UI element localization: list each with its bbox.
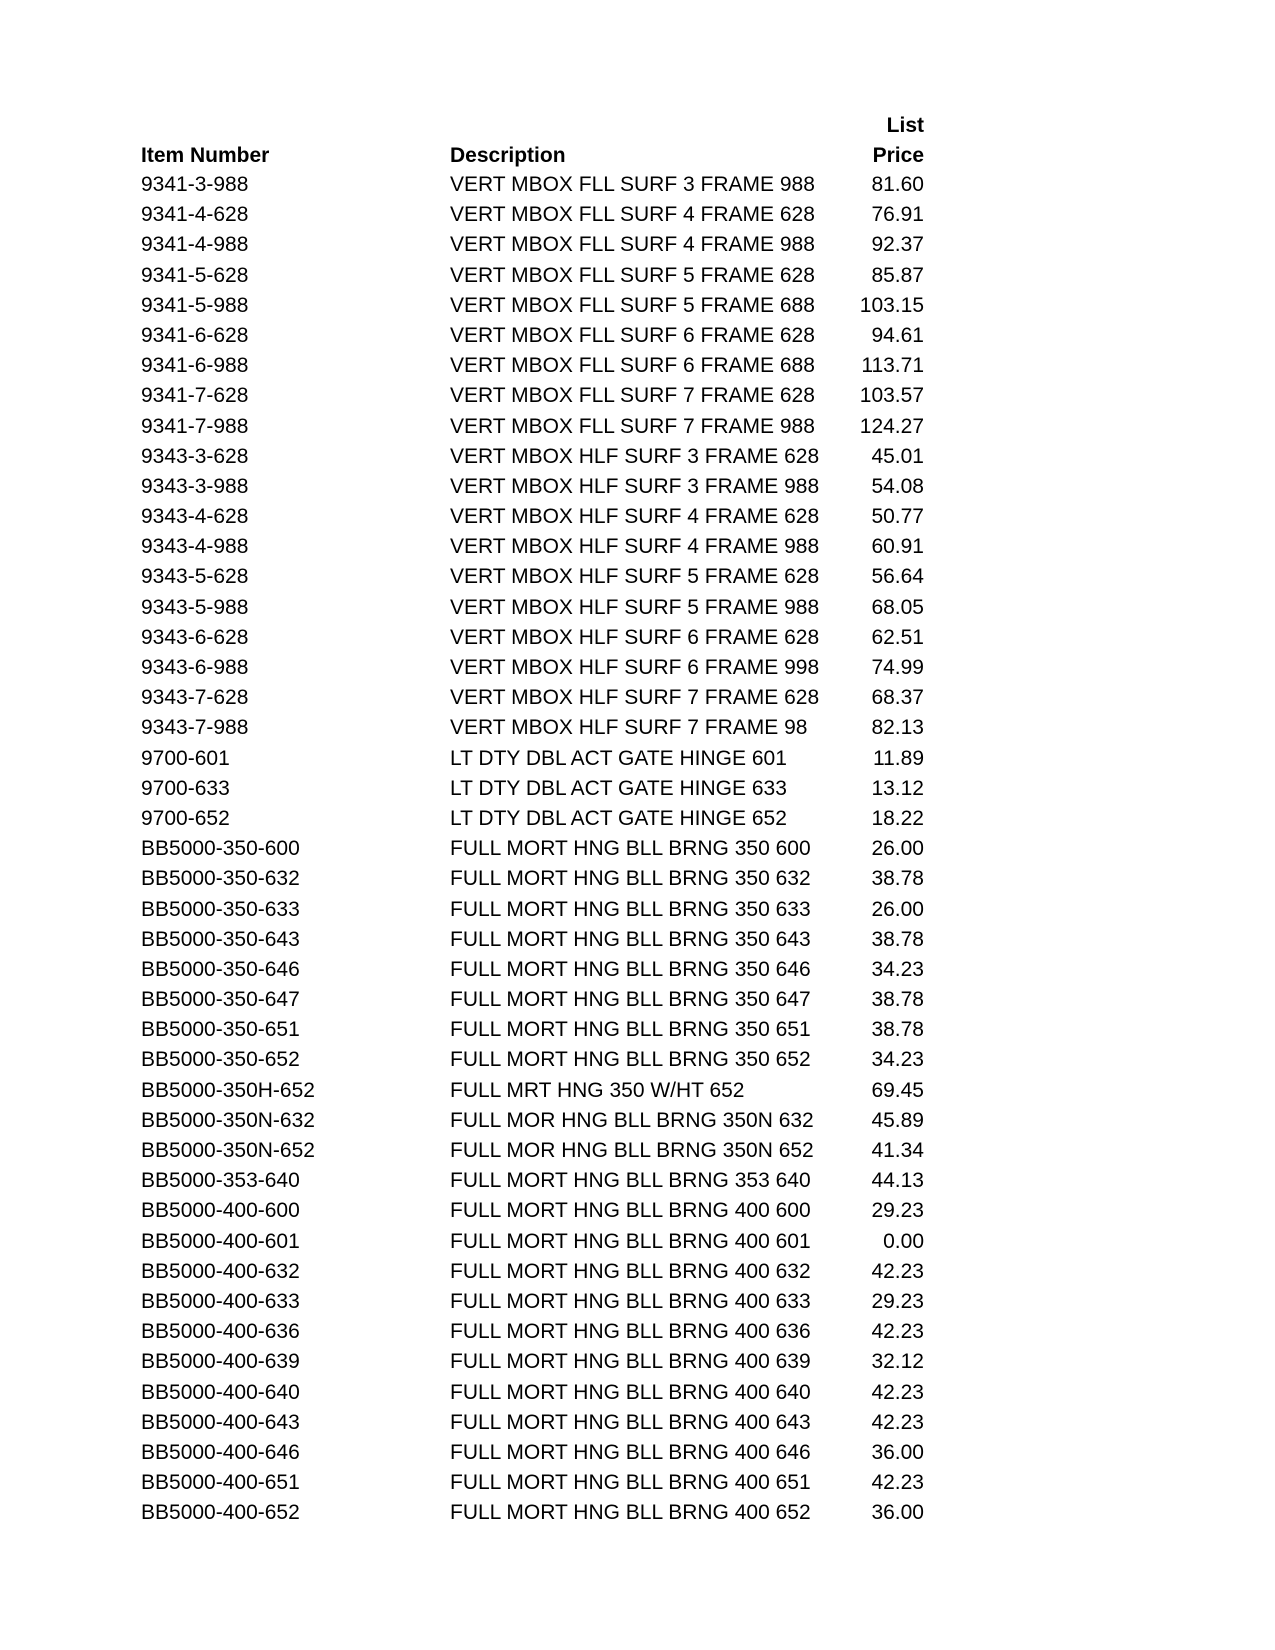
item-number-cell: 9700-601 <box>141 746 230 770</box>
item-number-cell: BB5000-350-652 <box>141 1048 300 1072</box>
item-number-cell: 9341-3-988 <box>141 173 249 196</box>
table-row <box>0 564 1275 594</box>
list-price-cell: 92.37 <box>871 233 924 257</box>
item-number-cell: BB5000-350-647 <box>141 988 300 1012</box>
description-cell: FULL MORT HNG BLL BRNG 400 643 <box>450 1410 811 1434</box>
list-price-cell: 81.60 <box>871 173 924 196</box>
table-row <box>0 1198 1275 1228</box>
item-number-cell: BB5000-400-643 <box>141 1410 300 1434</box>
item-number-cell: 9341-7-988 <box>141 414 249 438</box>
description-cell: FULL MORT HNG BLL BRNG 400 640 <box>450 1380 811 1404</box>
description-cell: FULL MORT HNG BLL BRNG 353 640 <box>450 1169 811 1193</box>
item-number-cell: BB5000-400-633 <box>141 1289 300 1313</box>
description-cell: FULL MORT HNG BLL BRNG 350 633 <box>450 897 811 921</box>
item-number-cell: 9343-6-628 <box>141 625 249 649</box>
description-cell: FULL MORT HNG BLL BRNG 400 633 <box>450 1289 811 1313</box>
list-price-cell: 69.45 <box>871 1078 924 1102</box>
description-cell: LT DTY DBL ACT GATE HINGE 652 <box>450 806 787 830</box>
description-cell: VERT MBOX FLL SURF 7 FRAME 988 <box>450 414 815 438</box>
table-row <box>0 1138 1275 1168</box>
column-header-row <box>0 143 1275 169</box>
item-number-cell: BB5000-400-646 <box>141 1440 300 1464</box>
description-cell: FULL MORT HNG BLL BRNG 400 646 <box>450 1440 811 1464</box>
table-row <box>0 776 1275 806</box>
list-price-cell: 45.89 <box>871 1108 924 1132</box>
item-number-cell: BB5000-350H-652 <box>141 1078 315 1102</box>
list-price-header-line2: Price <box>872 144 924 167</box>
item-number-cell: 9343-5-988 <box>141 595 249 619</box>
description-header: Description <box>450 144 566 167</box>
list-price-cell: 62.51 <box>871 625 924 649</box>
list-price-cell: 36.00 <box>871 1440 924 1464</box>
description-cell: VERT MBOX FLL SURF 4 FRAME 988 <box>450 233 815 257</box>
description-cell: VERT MBOX FLL SURF 4 FRAME 628 <box>450 203 815 227</box>
item-number-cell: BB5000-353-640 <box>141 1169 300 1193</box>
table-row <box>0 263 1275 293</box>
table-row <box>0 715 1275 745</box>
list-price-cell: 34.23 <box>871 957 924 981</box>
item-number-cell: 9341-5-628 <box>141 263 249 287</box>
table-row <box>0 595 1275 625</box>
list-price-cell: 34.23 <box>871 1048 924 1072</box>
description-cell: FULL MRT HNG 350 W/HT 652 <box>450 1078 745 1102</box>
table-row <box>0 897 1275 927</box>
table-row <box>0 1410 1275 1440</box>
list-price-cell: 41.34 <box>871 1139 924 1162</box>
description-cell: FULL MORT HNG BLL BRNG 350 651 <box>450 1018 811 1042</box>
table-row <box>0 232 1275 262</box>
item-number-cell: 9341-7-628 <box>141 384 249 408</box>
table-row <box>0 1047 1275 1077</box>
table-row <box>0 293 1275 323</box>
list-price-cell: 68.05 <box>871 595 924 619</box>
list-price-cell: 38.78 <box>871 988 924 1012</box>
list-price-cell: 124.27 <box>859 414 924 438</box>
description-cell: FULL MOR HNG BLL BRNG 350N 652 <box>450 1139 814 1162</box>
description-cell: FULL MORT HNG BLL BRNG 400 601 <box>450 1229 811 1253</box>
item-number-cell: 9343-7-628 <box>141 686 249 710</box>
list-price-cell: 103.15 <box>859 293 924 317</box>
table-row <box>0 172 1275 202</box>
description-cell: VERT MBOX FLL SURF 7 FRAME 628 <box>450 384 815 408</box>
item-number-cell: 9343-4-988 <box>141 535 249 559</box>
item-number-cell: BB5000-400-632 <box>141 1259 300 1283</box>
item-number-cell: BB5000-400-636 <box>141 1320 300 1344</box>
list-price-cell: 113.71 <box>861 354 924 378</box>
item-number-cell: BB5000-350-643 <box>141 927 300 951</box>
description-cell: VERT MBOX FLL SURF 3 FRAME 988 <box>450 173 815 196</box>
description-cell: FULL MORT HNG BLL BRNG 350 652 <box>450 1048 811 1072</box>
description-cell: VERT MBOX FLL SURF 6 FRAME 688 <box>450 354 815 378</box>
item-number-cell: 9700-633 <box>141 776 230 800</box>
item-number-cell: BB5000-400-652 <box>141 1501 300 1525</box>
table-row <box>0 414 1275 444</box>
table-row <box>0 1440 1275 1470</box>
description-cell: FULL MORT HNG BLL BRNG 400 651 <box>450 1471 811 1495</box>
description-cell: VERT MBOX HLF SURF 5 FRAME 988 <box>450 595 820 619</box>
item-number-cell: 9341-4-988 <box>141 233 249 257</box>
description-cell: VERT MBOX HLF SURF 3 FRAME 628 <box>450 444 820 468</box>
list-price-cell: 50.77 <box>871 505 924 529</box>
list-price-cell: 38.78 <box>871 1018 924 1042</box>
description-cell: FULL MORT HNG BLL BRNG 350 646 <box>450 957 811 981</box>
item-number-cell: 9343-7-988 <box>141 716 249 740</box>
table-row <box>0 504 1275 534</box>
table-row <box>0 1289 1275 1319</box>
list-price-cell: 68.37 <box>871 686 924 710</box>
item-number-cell: 9341-6-988 <box>141 354 249 378</box>
table-row <box>0 625 1275 655</box>
item-number-cell: 9343-3-988 <box>141 474 249 498</box>
description-cell: FULL MORT HNG BLL BRNG 350 643 <box>450 927 811 951</box>
description-cell: FULL MORT HNG BLL BRNG 350 632 <box>450 867 811 891</box>
list-price-cell: 44.13 <box>871 1169 924 1193</box>
table-row <box>0 444 1275 474</box>
list-price-header-line1: List <box>886 114 924 137</box>
list-price-cell: 26.00 <box>871 897 924 921</box>
price-table-body <box>0 172 1275 1530</box>
description-cell: FULL MOR HNG BLL BRNG 350N 632 <box>450 1108 814 1132</box>
description-cell: VERT MBOX HLF SURF 4 FRAME 988 <box>450 535 820 559</box>
list-price-cell: 42.23 <box>871 1259 924 1283</box>
description-cell: LT DTY DBL ACT GATE HINGE 601 <box>450 746 787 770</box>
item-number-cell: 9700-652 <box>141 806 230 830</box>
table-row <box>0 1259 1275 1289</box>
table-row <box>0 927 1275 957</box>
description-cell: FULL MORT HNG BLL BRNG 400 636 <box>450 1320 811 1344</box>
list-price-cell: 11.89 <box>873 746 924 770</box>
table-row <box>0 1319 1275 1349</box>
table-row <box>0 1078 1275 1108</box>
description-cell: FULL MORT HNG BLL BRNG 350 600 <box>450 837 811 861</box>
item-number-cell: BB5000-400-651 <box>141 1471 300 1495</box>
table-row <box>0 1168 1275 1198</box>
list-price-cell: 74.99 <box>871 656 924 679</box>
description-cell: VERT MBOX FLL SURF 6 FRAME 628 <box>450 323 815 347</box>
list-price-cell: 42.23 <box>871 1320 924 1344</box>
list-price-cell: 0.00 <box>883 1229 924 1253</box>
item-number-cell: 9343-5-628 <box>141 565 249 589</box>
item-number-cell: BB5000-400-601 <box>141 1229 300 1253</box>
table-row <box>0 746 1275 776</box>
item-number-cell: 9343-4-628 <box>141 505 249 529</box>
table-row <box>0 474 1275 504</box>
item-number-cell: 9341-4-628 <box>141 203 249 227</box>
list-price-cell: 13.12 <box>871 776 924 800</box>
list-price-cell: 76.91 <box>871 203 924 227</box>
description-cell: VERT MBOX HLF SURF 3 FRAME 988 <box>450 474 820 498</box>
item-number-cell: BB5000-350-633 <box>141 897 300 921</box>
list-price-cell: 82.13 <box>871 716 924 740</box>
table-row <box>0 685 1275 715</box>
table-row <box>0 323 1275 353</box>
description-cell: VERT MBOX HLF SURF 5 FRAME 628 <box>450 565 820 589</box>
description-cell: FULL MORT HNG BLL BRNG 400 632 <box>450 1259 811 1283</box>
list-price-cell: 60.91 <box>871 535 924 559</box>
list-price-cell: 54.08 <box>871 474 924 498</box>
list-price-cell: 85.87 <box>871 263 924 287</box>
item-number-cell: 9341-5-988 <box>141 293 249 317</box>
description-cell: FULL MORT HNG BLL BRNG 400 639 <box>450 1350 811 1374</box>
description-cell: VERT MBOX FLL SURF 5 FRAME 688 <box>450 293 815 317</box>
description-cell: LT DTY DBL ACT GATE HINGE 633 <box>450 776 787 800</box>
description-cell: FULL MORT HNG BLL BRNG 400 600 <box>450 1199 811 1223</box>
table-row <box>0 866 1275 896</box>
list-price-cell: 56.64 <box>871 565 924 589</box>
table-row <box>0 655 1275 685</box>
description-cell: VERT MBOX FLL SURF 5 FRAME 628 <box>450 263 815 287</box>
list-price-cell: 103.57 <box>859 384 924 408</box>
table-row <box>0 1108 1275 1138</box>
item-number-cell: BB5000-350-646 <box>141 957 300 981</box>
table-row <box>0 383 1275 413</box>
item-number-cell: BB5000-400-640 <box>141 1380 300 1404</box>
description-cell: FULL MORT HNG BLL BRNG 350 647 <box>450 988 811 1012</box>
item-number-cell: BB5000-350-632 <box>141 867 300 891</box>
table-row <box>0 534 1275 564</box>
table-row <box>0 202 1275 232</box>
item-number-cell: 9341-6-628 <box>141 323 249 347</box>
table-row <box>0 806 1275 836</box>
table-row <box>0 1017 1275 1047</box>
item-number-cell: BB5000-350N-652 <box>141 1139 315 1162</box>
description-cell: VERT MBOX HLF SURF 6 FRAME 628 <box>450 625 820 649</box>
list-price-cell: 18.22 <box>871 806 924 830</box>
list-price-cell: 45.01 <box>871 444 924 468</box>
list-price-cell: 32.12 <box>871 1350 924 1374</box>
list-price-cell: 94.61 <box>871 323 924 347</box>
table-row <box>0 836 1275 866</box>
table-row <box>0 1470 1275 1500</box>
list-price-cell: 42.23 <box>871 1471 924 1495</box>
list-price-cell: 42.23 <box>871 1380 924 1404</box>
item-number-cell: BB5000-400-639 <box>141 1350 300 1374</box>
item-number-cell: BB5000-350-651 <box>141 1018 300 1042</box>
table-row <box>0 1349 1275 1379</box>
list-price-cell: 36.00 <box>871 1501 924 1525</box>
item-number-cell: BB5000-350-600 <box>141 837 300 861</box>
item-number-header: Item Number <box>141 144 270 167</box>
table-row <box>0 987 1275 1017</box>
table-row <box>0 353 1275 383</box>
list-price-cell: 29.23 <box>871 1199 924 1223</box>
list-price-cell: 42.23 <box>871 1410 924 1434</box>
description-cell: VERT MBOX HLF SURF 6 FRAME 998 <box>450 656 820 679</box>
item-number-cell: BB5000-400-600 <box>141 1199 300 1223</box>
list-price-cell: 38.78 <box>871 927 924 951</box>
item-number-cell: BB5000-350N-632 <box>141 1108 315 1132</box>
description-cell: FULL MORT HNG BLL BRNG 400 652 <box>450 1501 811 1525</box>
list-price-cell: 29.23 <box>871 1289 924 1313</box>
table-row <box>0 1380 1275 1410</box>
table-row <box>0 1229 1275 1259</box>
description-cell: VERT MBOX HLF SURF 7 FRAME 628 <box>450 686 820 710</box>
item-number-cell: 9343-6-988 <box>141 656 249 679</box>
item-number-cell: 9343-3-628 <box>141 444 249 468</box>
table-row <box>0 1500 1275 1530</box>
description-cell: VERT MBOX HLF SURF 4 FRAME 628 <box>450 505 820 529</box>
table-row <box>0 957 1275 987</box>
list-price-cell: 38.78 <box>871 867 924 891</box>
description-cell: VERT MBOX HLF SURF 7 FRAME 98 <box>450 716 808 740</box>
list-price-cell: 26.00 <box>871 837 924 861</box>
